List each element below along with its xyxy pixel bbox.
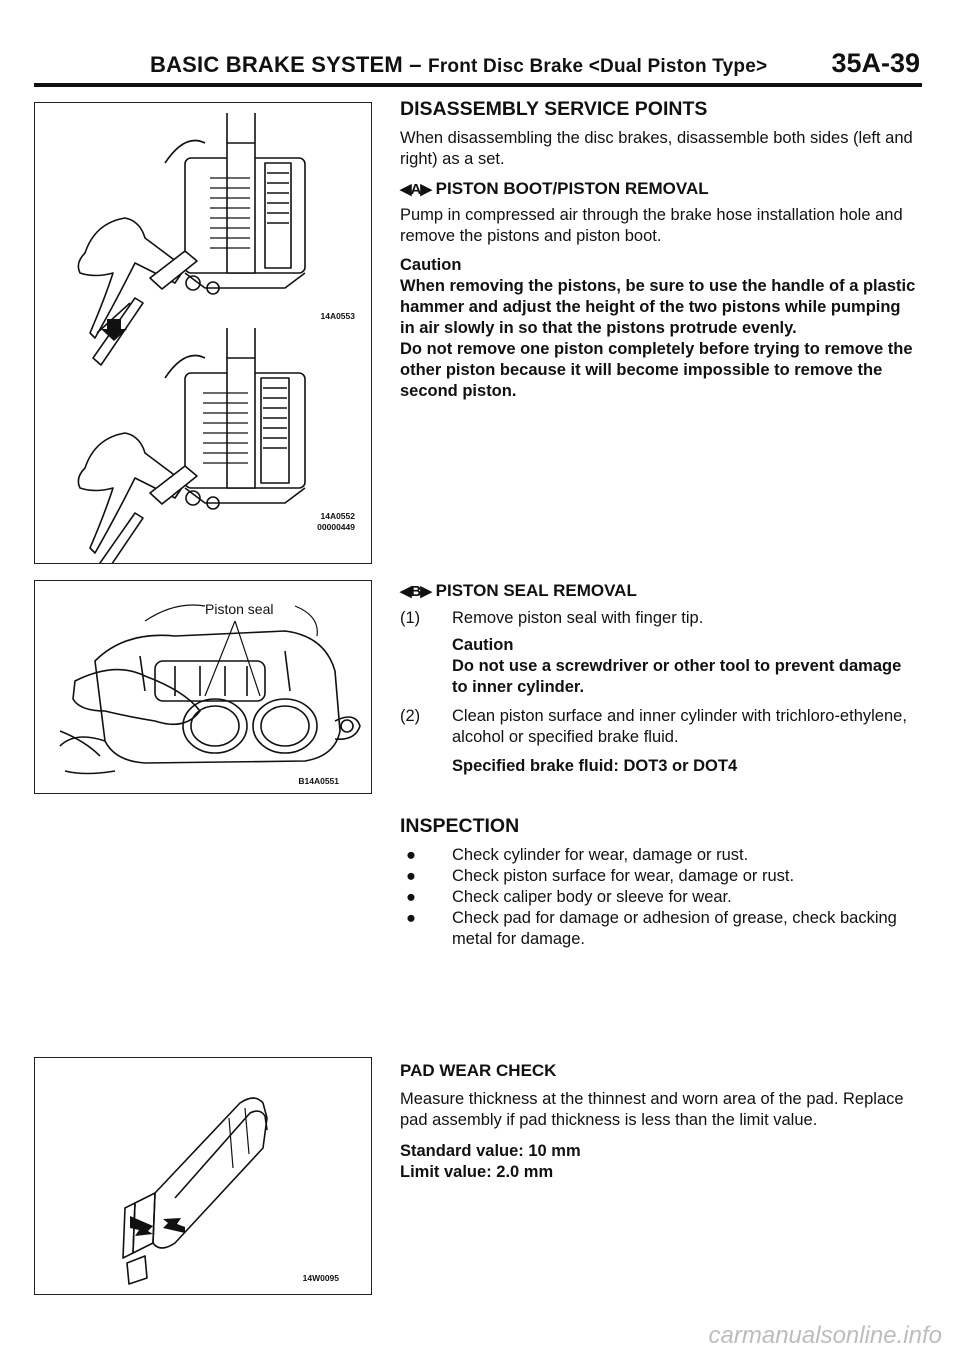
pad-wear-section — [400, 1060, 918, 1183]
piston-seal-section — [400, 580, 918, 777]
figure-code: 14W0095 — [302, 1273, 339, 1283]
pad-wear-text: Measure thickness at the thinnest and worn area of the pad. Replace pad assembly if pad thickness is less than the limit value. — [400, 1090, 904, 1129]
figure-code: 14A0553 — [320, 311, 355, 321]
figure-piston-seal — [34, 580, 372, 794]
watermark: carmanualsonline.info — [708, 1322, 942, 1349]
list-item — [400, 908, 918, 950]
disassembly-heading: DISASSEMBLY SERVICE POINTS — [400, 98, 708, 120]
caution-label: Caution — [400, 256, 462, 274]
list-item — [400, 845, 918, 866]
bullet-icon: ● — [406, 846, 416, 864]
bullet-icon: ● — [406, 888, 416, 906]
title-dash: – — [409, 52, 422, 77]
figure-code: 00000449 — [317, 522, 355, 532]
inspection-section — [400, 816, 918, 950]
pad-wear-heading: PAD WEAR CHECK — [400, 1061, 557, 1080]
list-item-text: Check cylinder for wear, damage or rust. — [452, 846, 749, 864]
step-number: (1) — [400, 609, 421, 627]
page-number: 35A-39 — [831, 48, 920, 78]
limit-value: Limit value: 2.0 mm — [400, 1163, 554, 1181]
caution-label: Caution — [452, 636, 514, 654]
step-b-marker: ◀B▶ — [400, 583, 431, 600]
step-text: Clean piston surface and inner cylinder with trichloro-ethylene, alcohol or specified brake fluid. — [452, 707, 907, 746]
list-item-text: Check caliper body or sleeve for wear. — [452, 888, 732, 906]
section-subtitle: Front Disc Brake <Dual Piston Type> — [428, 56, 768, 77]
disassembly-intro: When disassembling the disc brakes, disassemble both sides (left and right) as a set. — [400, 129, 913, 168]
standard-value: Standard value: 10 mm — [400, 1142, 581, 1160]
brake-pad-illustration — [35, 1058, 371, 1294]
step-number: (2) — [400, 707, 421, 725]
step-a-marker: ◀A▶ — [400, 181, 431, 198]
caliper-airgun-illustration — [35, 103, 371, 563]
section-title: BASIC BRAKE SYSTEM — [150, 52, 403, 77]
seal-step-2 — [400, 706, 918, 748]
step-a-text: Pump in compressed air through the brake hose installation hole and remove the pistons and piston boot. — [400, 206, 903, 245]
figure-code: B14A0551 — [298, 776, 339, 786]
seal-step-1 — [400, 608, 918, 629]
caution-text: Do not use a screwdriver or other tool to prevent damage to inner cylinder. — [452, 657, 902, 696]
step-a-title: PISTON BOOT/PISTON REMOVAL — [435, 179, 709, 198]
piston-seal-callout: Piston seal — [205, 601, 274, 617]
figure-piston-removal — [34, 102, 372, 564]
step-a-heading — [400, 178, 918, 200]
list-item-text: Check piston surface for wear, damage or rust. — [452, 867, 795, 885]
spec-value: Specified brake fluid: DOT3 or DOT4 — [452, 757, 738, 775]
list-item — [400, 887, 918, 908]
disassembly-section — [400, 99, 918, 402]
page-title — [150, 52, 767, 78]
figure-code: 14A0552 — [320, 511, 355, 521]
page-header — [150, 48, 920, 82]
bullet-icon: ● — [406, 909, 416, 927]
caliper-seal-illustration — [35, 581, 371, 793]
figure-pad-wear — [34, 1057, 372, 1295]
list-item-text: Check pad for damage or adhesion of grease, check backing metal for damage. — [452, 909, 897, 948]
bullet-icon: ● — [406, 867, 416, 885]
step-b-heading — [400, 580, 918, 602]
step-b-title: PISTON SEAL REMOVAL — [435, 581, 637, 600]
step-text: Remove piston seal with finger tip. — [452, 609, 704, 627]
header-rule — [34, 83, 922, 87]
inspection-heading: INSPECTION — [400, 815, 520, 837]
caution-text: When removing the pistons, be sure to use the handle of a plastic hammer and adjust the height of the two pistons while pumping in air slowly in so that the pistons protrude evenly. — [400, 277, 916, 337]
list-item — [400, 866, 918, 887]
caution-text: Do not remove one piston completely before trying to remove the other piston because it will become impossible to remove the second piston. — [400, 340, 913, 400]
